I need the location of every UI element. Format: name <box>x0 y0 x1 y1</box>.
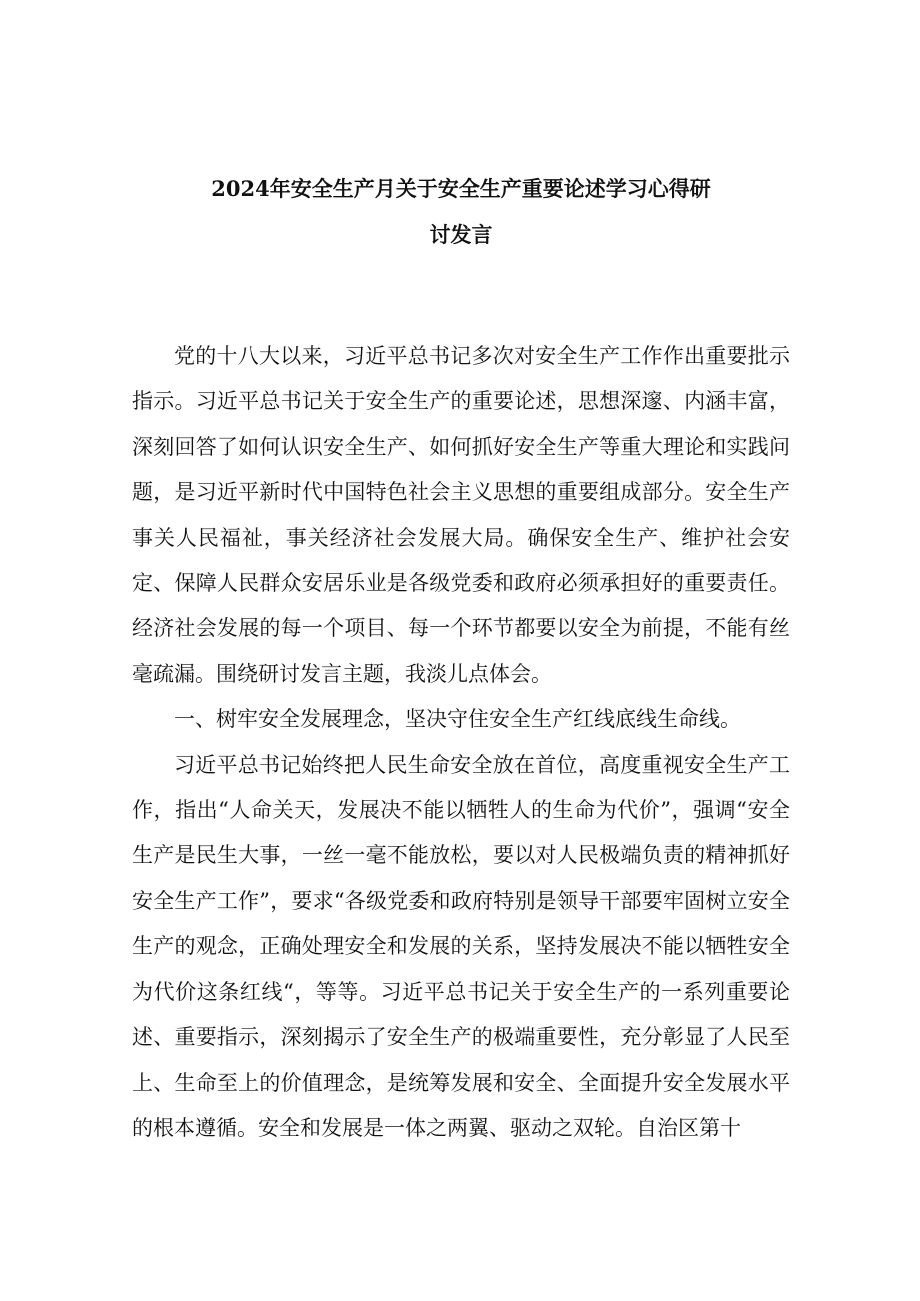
document-title <box>132 166 790 258</box>
document-page <box>132 166 790 1151</box>
title-line-2: 讨发言 <box>429 222 493 247</box>
paragraph-intro: 党的十八大以来，习近平总书记多次对安全生产工作作出重要批示指示。习近平总书记关于安全生产的重要论述，思想深邃、内涵丰富，深刻回答了如何认识安全生产、如何抓好安全生产等重大理论和实践问题，是习近平新时代中国特色社会主义思想的重要组成部分。安全生产事关人民福祉，事关经济社会发展大局。确保安全生产、维护社会安定、保障人民群众安居乐业是各级党委和政府必须承担好的重要责任。经济社会发展的每一个项目、每一个环节都要以安全为前提，不能有丝毫疏漏。围绕研讨发言主题，我淡儿点体会。 <box>132 344 790 686</box>
section-heading-1: 一、树牢安全发展理念，坚决守住安全生产红线底线生命线。 <box>174 707 741 732</box>
title-line-1: 2024年安全生产月关于安全生产重要论述学习心得研 <box>211 176 711 201</box>
paragraph-section-1: 习近平总书记始终把人民生命安全放在首位，高度重视安全生产工作，指出“人命关天，发展决不能以牺牲人的生命为代价”，强调“安全生产是民生大事，一丝一毫不能放松，要以对人民极端负责的精神抓好安全生产工作”，要求“各级党委和政府特别是领导干部要牢固树立安全生产的观念，正确处理安全和发展的关系，坚持发展决不能以牺牲安全为代价这条红线“，等等。习近平总书记关于安全生产的一系列重要论述、重要指示，深刻揭示了安全生产的极端重要性，充分彰显了人民至上、生命至上的价值理念，是统筹发展和安全、全面提升安全发展水平的根本遵循。安全和发展是一体之两翼、驱动之双轮。自治区第十 <box>132 752 790 1140</box>
document-body <box>132 334 790 1151</box>
